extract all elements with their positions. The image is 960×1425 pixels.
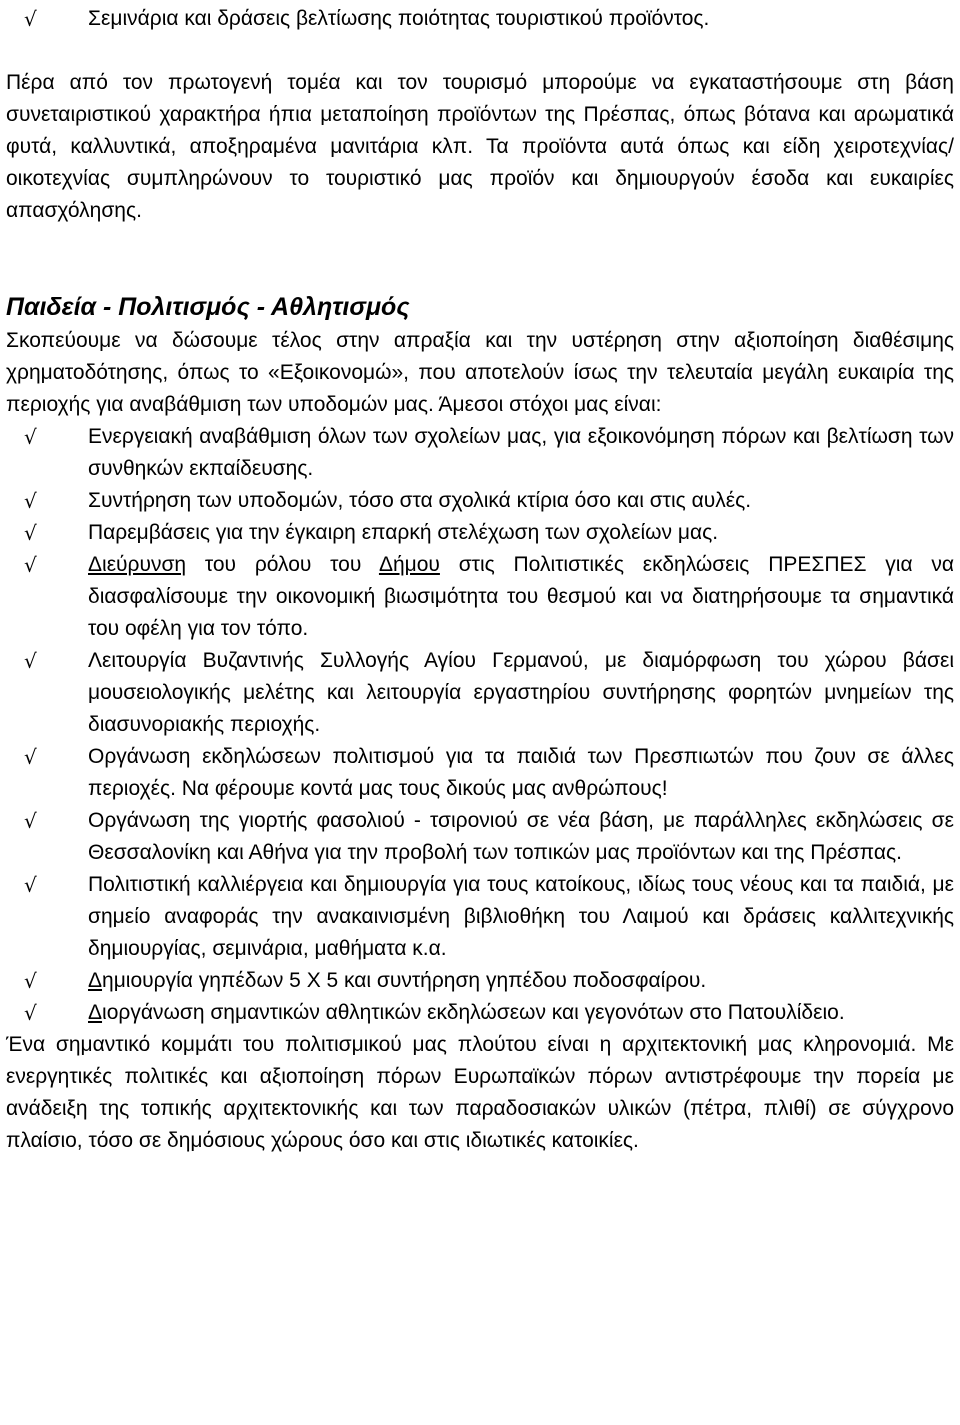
bullet-text: Σεμινάρια και δράσεις βελτίωσης ποιότητας τουριστικού προϊόντος. [88, 7, 710, 30]
document-page [0, 3, 954, 1157]
bullet-item [6, 805, 954, 869]
bullet-text: Πολιτιστική καλλιέργεια και δημιουργία για τους κατοίκους, ιδίως τους νέους και τα παιδιά, με σημείο αναφοράς την ανακαινισμένη βιβλιοθήκη του Λαιμού και δράσεις καλλιτεχνικής δημιουργίας, σεμινάρια, μαθήματα κ.α. [88, 873, 954, 960]
check-icon: √ [24, 1001, 37, 1025]
bullet-text [88, 997, 954, 1029]
bullet-text: Λειτουργία Βυζαντινής Συλλογής Αγίου Γερμανού, με διαμόρφωση του χώρου βάσει μουσειολογικής μελέτης και λειτουργία εργαστηρίου συντήρησης φορητών μνημείων της διασυνοριακής περιοχής. [88, 649, 954, 736]
text-run: ιοργάνωση σημαντικών αθλητικών εκδηλώσεων και γεγονότων στο Πατουλίδειο. [102, 1001, 845, 1024]
text-run: του ρόλου του [186, 553, 379, 576]
check-icon: √ [24, 7, 37, 31]
bullet-item [6, 645, 954, 741]
bullet-text: Οργάνωση εκδηλώσεων πολιτισμού για τα παιδιά των Πρεσπιωτών που ζουν σε άλλες περιοχές. Να φέρουμε κοντά μας τους δικούς μας ανθρώπους! [88, 745, 954, 800]
check-icon: √ [24, 425, 37, 449]
check-icon: √ [24, 745, 37, 769]
bullet-item [6, 741, 954, 805]
check-icon: √ [24, 969, 37, 993]
bullet-item [6, 869, 954, 965]
underlined-word: Δήμου [378, 553, 440, 576]
bullet-text: Οργάνωση της γιορτής φασολιού - τσιρονιού σε νέα βάση, με παράλληλες εκδηλώσεις σε Θεσσαλονίκη και Αθήνα για την προβολή των τοπικών μας προϊόντων και της Πρέσπας. [88, 809, 954, 864]
underlined-letter: Δ [88, 969, 103, 992]
check-icon: √ [24, 553, 37, 577]
bullet-item [6, 485, 954, 517]
section-heading: Παιδεία - Πολιτισμός - Αθλητισμός [6, 293, 410, 321]
bullet-text [88, 965, 954, 997]
bullet-text: Ενεργειακή αναβάθμιση όλων των σχολείων μας, για εξοικονόμηση πόρων και βελτίωση των συνθηκών εκπαίδευσης. [88, 425, 954, 480]
check-icon: √ [24, 521, 37, 545]
paragraph-architecture: Ένα σημαντικό κομμάτι του πολιτισμικού μας πλούτου είναι η αρχιτεκτονική μας κληρονομιά. Με ενεργητικές πολιτικές και αξιοποίηση πόρων Ευρωπαϊκών πόρων αντιστρέφουμε την πορεία με ανάδειξη της τοπικής αρχιτεκτονικής και των παραδοσιακών υλικών (πέτρα, πλιθί) σε σύγχρονο πλαίσιο, τόσο σε δημόσιους χώρους όσο και στις ιδιωτικές κατοικίες. [6, 1033, 954, 1152]
check-icon: √ [24, 649, 37, 673]
bullet-item [6, 549, 954, 645]
bullet-item [6, 3, 954, 35]
bullet-text: Παρεμβάσεις για την έγκαιρη επαρκή στελέχωση των σχολείων μας. [88, 521, 719, 544]
check-icon: √ [24, 489, 37, 513]
check-icon: √ [24, 809, 37, 833]
paragraph-education: Σκοπεύουμε να δώσουμε τέλος στην απραξία και την υστέρηση στην αξιοποίηση διαθέσιμης χρηματοδότησης, όπως το «Εξοικονομώ», που αποτελούν ίσως την τελευταία μεγάλη ευκαιρία της περιοχής για αναβάθμιση των υποδομών μας. Άμεσοι στόχοι μας είναι: [6, 329, 954, 416]
bullet-item [6, 421, 954, 485]
underlined-letter: Διεύρυνση [88, 553, 187, 576]
paragraph-processing: Πέρα από τον πρωτογενή τομέα και τον τουρισμό μπορούμε να εγκαταστήσουμε στη βάση συνεταιριστικού χαρακτήρα ήπια μεταποίηση προϊόντων της Πρέσπας, όπως βότανα και αρωματικά φυτά, καλλυντικά, αποξηραμένα μανιτάρια κλπ. Τα προϊόντα αυτά όπως και είδη χειροτεχνίας/οικοτεχνίας συμπληρώνουν το τουριστικό μας προϊόν και δημιουργούν έσοδα και ευκαιρίες απασχόλησης. [6, 71, 954, 222]
underlined-letter: Δ [88, 1001, 103, 1024]
bullet-item [6, 517, 954, 549]
bullet-item [6, 997, 954, 1029]
text-run: ημιουργία γηπέδων 5 Χ 5 και συντήρηση γηπέδου ποδοσφαίρου. [102, 969, 707, 992]
check-icon: √ [24, 873, 37, 897]
bullet-text: Συντήρηση των υποδομών, τόσο στα σχολικά κτίρια όσο και στις αυλές. [88, 489, 752, 512]
text-run: στις Πολιτιστικές εκδηλώσεις ΠΡΕΣΠΕΣ για να διασφαλίσουμε την οικονομική βιωσιμότητα του θεσμού και να διατηρήσουμε τα σημαντικά του οφέλη για τον τόπο. [88, 553, 954, 640]
bullet-text [88, 549, 954, 645]
bullet-item [6, 965, 954, 997]
